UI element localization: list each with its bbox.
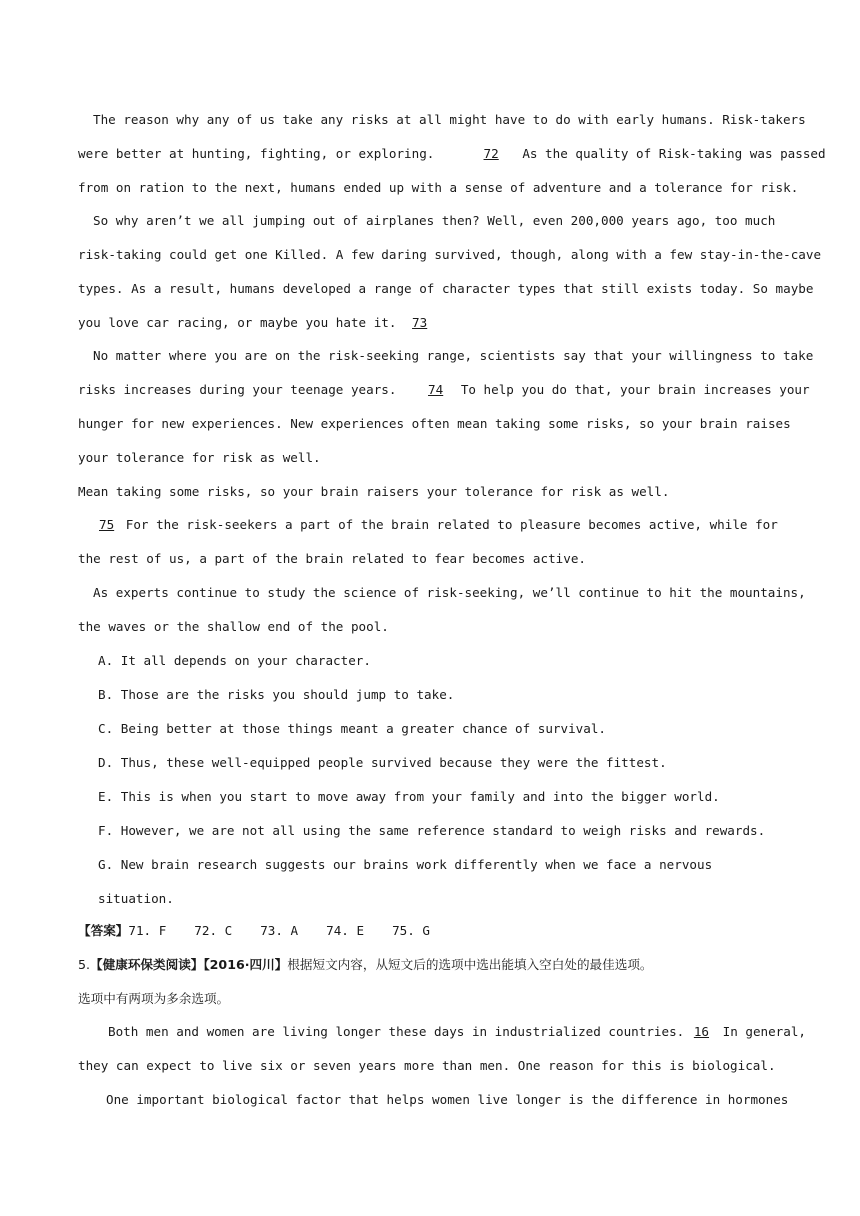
option-c: C. Being better at those things meant a greater chance of survival. (98, 721, 606, 736)
question-5-passage (78, 1015, 807, 1117)
text-span: To help you do that, your brain increases your (460, 382, 810, 397)
answer-item: 73. A (260, 923, 299, 938)
paragraph-3 (78, 339, 814, 509)
text-span: you love car racing, or maybe you hate it. (78, 315, 397, 330)
blank-16: 16 (693, 1024, 710, 1039)
paragraph-2 (78, 204, 822, 340)
text-line: they can expect to live six or seven years more than men. One reason for this is biological. (78, 1058, 776, 1073)
text-line (78, 137, 826, 171)
text-span: were better at hunting, fighting, or exploring. (78, 146, 435, 161)
question-instruction: 根据短文内容，从短文后的选项中选出能填入空白处的最佳选项。 (287, 957, 653, 972)
option-g: G. New brain research suggests our brains work differently when we face a nervous situation. (98, 857, 713, 906)
text-line (78, 306, 783, 340)
text-line: hunger for new experiences. New experiences often mean taking some risks, so your brain raises (78, 416, 791, 431)
question-5-header (78, 948, 783, 1016)
text-span: Both men and women are living longer these days in industrialized countries. (108, 1024, 685, 1039)
answer-item: 75. G (392, 923, 430, 938)
question-instruction-line (78, 948, 783, 982)
option-e: E. This is when you start to move away from your family and into the bigger world. (98, 789, 720, 804)
option-a: A. It all depends on your character. (98, 653, 371, 668)
text-span: For the risk-seekers a part of the brain related to pleasure becomes active, while for (125, 517, 778, 532)
option-f: F. However, we are not all using the same reference standard to weigh risks and rewards. (98, 823, 766, 838)
blank-73: 73 (412, 315, 428, 330)
answer-key (78, 914, 783, 948)
blank-72: 72 (483, 146, 499, 161)
option-d: D. Thus, these well-equipped people survived because they were the fittest. (98, 755, 667, 770)
options-list (78, 644, 783, 916)
answer-label: 【答案】 (78, 923, 129, 938)
text-line: the rest of us, a part of the brain related to fear becomes active. (78, 551, 586, 566)
text-line: One important biological factor that helps women live longer is the difference in hormones (106, 1092, 789, 1107)
answer-line (78, 914, 783, 948)
answer-item: 74. E (326, 923, 365, 938)
text-line (78, 508, 783, 542)
text-line: risk-taking could get one Killed. A few daring survived, though, along with a few stay-in-the-cave (78, 247, 822, 262)
text-line: your tolerance for risk as well. (78, 450, 321, 465)
question-category: 【健康环保类阅读】 (90, 957, 204, 972)
text-line: from on ration to the next, humans ended up with a sense of adventure and a tolerance for risk. (78, 180, 799, 195)
paragraph-1 (78, 103, 826, 205)
text-line: Mean taking some risks, so your brain raisers your tolerance for risk as well. (78, 484, 670, 499)
text-line (78, 373, 810, 407)
text-line: As experts continue to study the science of risk-seeking, we’ll continue to hit the mountains, (93, 585, 806, 600)
answer-item: 71. F (128, 923, 167, 938)
paragraph-4 (78, 508, 783, 576)
paragraph-5 (78, 576, 806, 644)
text-line (78, 1015, 807, 1049)
text-line: the waves or the shallow end of the pool. (78, 619, 389, 634)
blank-74: 74 (428, 382, 444, 397)
text-line: So why aren’t we all jumping out of airplanes then? Well, even 200,000 years ago, too much (93, 213, 776, 228)
text-line: The reason why any of us take any risks at all might have to do with early humans. Risk-takers (93, 112, 806, 127)
text-span: As the quality of Risk-taking was passed (522, 146, 826, 161)
question-number: 5. (78, 957, 91, 972)
blank-75: 75 (99, 517, 115, 532)
text-line: No matter where you are on the risk-seeking range, scientists say that your willingness to take (93, 348, 814, 363)
answer-item: 72. C (194, 923, 233, 938)
question-instruction-line: 选项中有两项为多余选项。 (78, 991, 230, 1006)
question-source: 【2016·四川】 (203, 957, 288, 972)
text-line: types. As a result, humans developed a range of character types that still exists today. So maybe (78, 281, 814, 296)
text-span: In general, (722, 1024, 807, 1039)
text-span: risks increases during your teenage years. (78, 382, 397, 397)
option-b: B. Those are the risks you should jump to take. (98, 687, 455, 702)
